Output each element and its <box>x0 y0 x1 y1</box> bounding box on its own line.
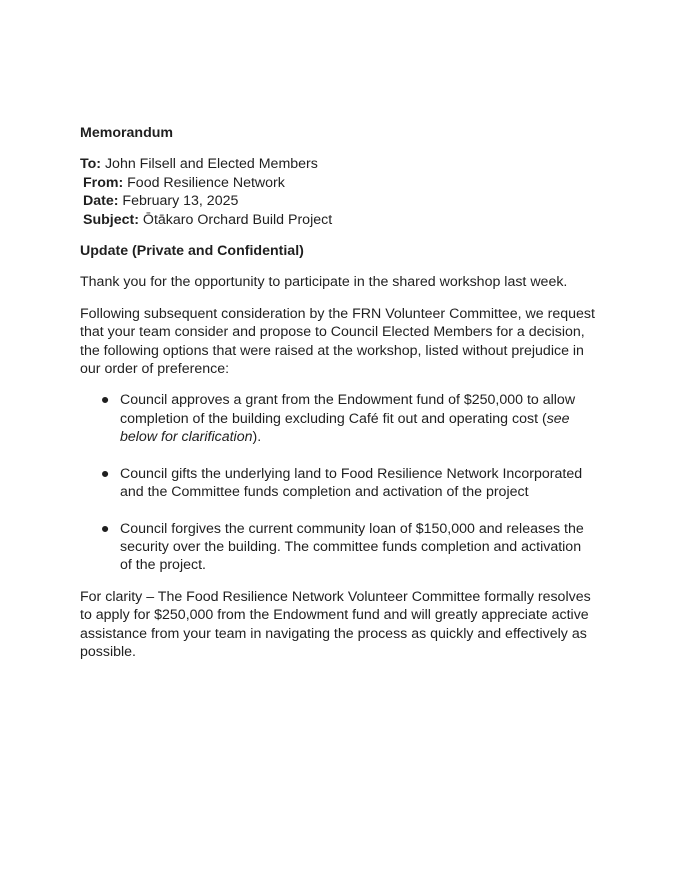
option-text-tail: ). <box>252 429 262 446</box>
list-item <box>80 520 595 575</box>
to-value: John Filsell and Elected Members <box>101 156 318 173</box>
options-list <box>80 391 595 574</box>
subject-label: Subject: <box>83 211 139 228</box>
request-paragraph: Following subsequent consideration by the FRN Volunteer Committee, we request that your team consider and propose to Council Elected Members for a decision, the following options that were raised at the workshop, listed without prejudice in our order of preference: <box>80 305 595 378</box>
section-title: Update (Private and Confidential) <box>80 243 304 260</box>
date-line <box>80 192 595 210</box>
option-text: Council gifts the underlying land to Food Resilience Network Incorporated and the Committee funds completion and activation of the project <box>120 465 583 501</box>
intro-paragraph: Thank you for the opportunity to participate in the shared workshop last week. <box>80 274 568 291</box>
bullet-icon: ● <box>100 465 110 482</box>
option-italic-note: see below for clarification <box>120 410 570 446</box>
subject-value: Ōtākaro Orchard Build Project <box>138 211 333 228</box>
bullet-icon: ● <box>100 520 110 537</box>
bullet-icon: ● <box>100 392 110 409</box>
option-text: Council approves a grant from the Endowment fund of $250,000 to allow completion of the building excluding Café fit out and operating cost ( <box>120 392 576 427</box>
list-item <box>80 465 595 502</box>
from-line <box>80 174 595 192</box>
to-line <box>80 155 595 173</box>
from-label: From: <box>83 174 124 191</box>
date-value: February 13, 2025 <box>118 193 239 210</box>
clarity-paragraph: For clarity – The Food Resilience Network Volunteer Committee formally resolves to apply for $250,000 from the Endowment fund and will greatly appreciate active assistance from your team in navigating the process as quickly and effectively as possible. <box>80 588 591 660</box>
option-text: Council forgives the current community loan of $150,000 and releases the security over the building. The committee funds completion and activation of the project. <box>120 520 584 574</box>
memo-title: Memorandum <box>80 125 174 141</box>
subject-line <box>80 211 595 229</box>
list-item <box>80 391 595 446</box>
from-value: Food Resilience Network <box>123 174 285 191</box>
to-label: To: <box>80 156 102 173</box>
memo-header <box>80 155 595 229</box>
memo-body <box>80 0 595 661</box>
date-label: Date: <box>83 193 119 210</box>
